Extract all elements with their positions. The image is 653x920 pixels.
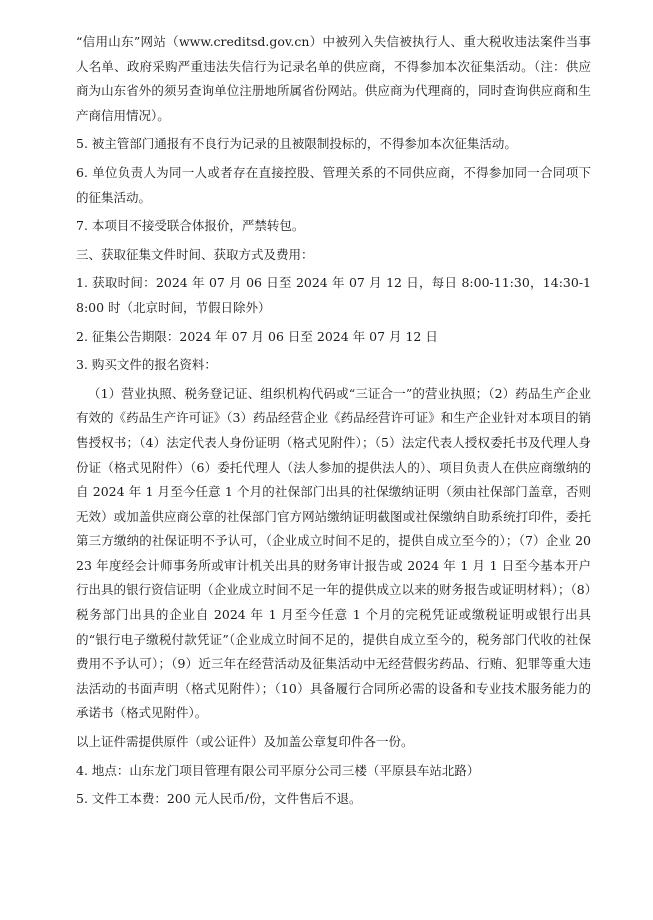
- acquisition-time: 1. 获取时间：2024 年 07 月 06 日至 2024 年 07 月 12 日，每日 8:00-11:30，14:30-18:00 时（北京时间，节假日除外）: [76, 275, 591, 315]
- requirement-5: 5. 被主管部门通报有不良行为记录的且被限制投标的，不得参加本次征集活动。: [76, 136, 517, 152]
- requirement-6: 6. 单位负责人为同一人或者存在直接控股、管理关系的不同供应商，不得参加同一合同项下的征集活动。: [76, 164, 591, 205]
- requirement-7: 7. 本项目不接受联合体报价，严禁转包。: [76, 218, 305, 234]
- registration-materials-list: （1）营业执照、税务登记证、组织机构代码或“三证合一”的营业执照；（2）药品生产企业有效的《药品生产许可证》（3）药品经营企业《药品经营许可证》和生产企业针对本项目的销售授权书；（4）法定代表人身份证明（格式见附件）；（5）法定代表人授权委托书及代理人身份证（格式见附件）（6）委托代理人（法人参加的提供法人的）、项目负责人在供应商缴纳的自 2024 年 1 月至今任意 1 个月的社保部门出具的社保缴纳证明（须由社保部门盖章，否则无效）或加盖供应商公章的社保部门官方网站缴纳证明截图或社保缴纳自助系统打印件，委托第三方缴纳的社保证明不予认可，（企业成立时间不足的，提供自成立至今的）；（7）企业 2023 年度经会计师事务所或审计机关出具的财务审计报告或 2024 年 1 月 1 日至今基本开户行出具的银行资信证明（企业成立时间不足一年的提供成立以来的财务报告或证明材料）；（8）税务部门出具的企业自 2024 年 1 月至今任意 1 个月的完税凭证或缴税证明或银行出具的“银行电子缴税付款凭证”（企业成立时间不足的，提供自成立至今的，税务部门代收的社保费用不予认可）；（9）近三年在经营活动及征集活动中无经营假劣药品、行贿、犯罪等重大违法活动的书面声明（格式见附件）；（10）具备履行合同所必需的设备和专业技术服务能力的承诺书（格式见附件）。: [76, 385, 591, 721]
- originals-note: 以上证件需提供原件（或公证件）及加盖公章复印件各一份。: [76, 734, 414, 750]
- credit-check-note: “信用山东”网站（www.creditsd.gov.cn）中被列入失信被执行人、重大税收违法案件当事人名单、政府采购严重违法失信行为记录名单的供应商，不得参加本次征集活动。（注：供应商为山东省外的须另查询单位注册地所属省份网站。供应商为代理商的，同时查询供应商和生产商信用情况）。: [76, 34, 591, 123]
- document-fee: 5. 文件工本费：200 元人民币/份，文件售后不退。: [76, 791, 362, 807]
- location: 4. 地点：山东龙门项目管理有限公司平原分公司三楼（平原县车站北路）: [76, 762, 480, 778]
- section-3-heading: 三、获取征集文件时间、获取方式及费用：: [76, 246, 314, 262]
- announcement-period: 2. 征集公告期限：2024 年 07 月 06 日至 2024 年 07 月 12 日: [76, 328, 438, 344]
- registration-materials-heading: 3. 购买文件的报名资料：: [76, 357, 217, 373]
